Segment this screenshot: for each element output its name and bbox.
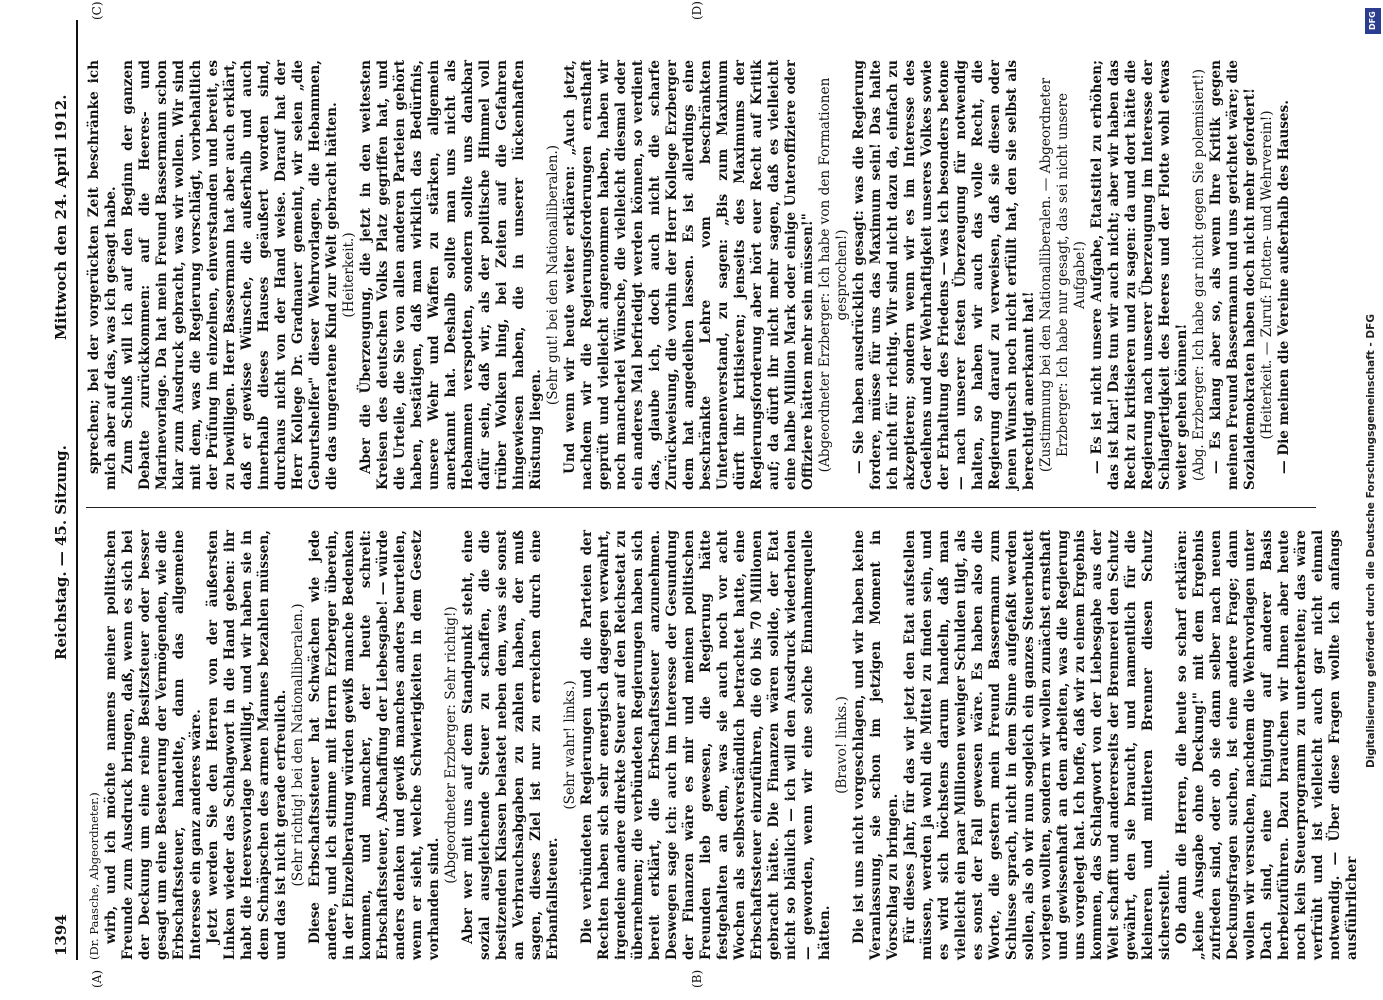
interjection: (Abgeordneter Erzberger: Ich habe von den Formationen gesprochen!) xyxy=(817,77,850,473)
interjection: (Abg. Erzberger: Ich habe gar nicht gegen Sie polemisiert!) xyxy=(1191,68,1207,482)
running-head xyxy=(50,20,78,960)
page-number: 1394 xyxy=(52,914,70,956)
interjection: (Abgeordneter Erzberger: Sehr richtig!) xyxy=(443,606,459,884)
paragraph: Für dieses Jahr, für das wir jetzt den Etat aufstellen müssen, werden ja wohl die Mittel zu finden sein, und es wird sich höchstens darum handeln, daß man vielleicht ein paar Millionen weniger Schulden tilgt, als es sonst der Fall gewesen wäre. Es haben also die Worte, die gestern mein Freund Bassermann zum Schlusse sprach, nicht in dem Sinne aufgefaßt werden sollen, als ob wir nun sogleich ein ganzes Steuerbukett vorlegen wollten, sondern wir wollen zunächst ernsthaft und gewissenhaft an dem arbeiten, was die Regierung uns vorgelegt hat. Ich hoffe, daß wir zu einem Ergebnis kommen, das Schlagwort von der Liebesgabe aus der Welt schafft und andererseits der Brennerei den Schutz gewährt, den sie braucht, und namentlich für die kleineren und mittleren Brenner diesen Schutz sicherstellt. xyxy=(902,530,1173,960)
paragraph: wirb, und ich möchte namens meiner politischen Freunde zum Ausdruck bringen, daß, wenn es sich bei der Deckung um eine reine Besitzsteuer oder besser gesagt um eine Besteuerung der Vermögenden, wie die Erbschaftssteuer, handelte, dann das allgemeine Interesse ein ganz anderes wäre. xyxy=(103,530,204,960)
paragraph: Ob dann die Herren, die heute so scharf erklären: „keine Ausgabe ohne Deckung!" mit dem Ergebnis zufrieden sind, oder ob sie dann selber nach neuen Deckungsfragen suchen, ist eine andere Frage; dann wollen wir versuchen, nachdem die Wehrvorlagen unter Dach sind, eine Einigung auf anderer Basis herbeizuführen. Dazu brauchen wir Ihnen aber heute noch kein Steuerprogramm zu unterbreiten; das wäre verfrüht und ist vielleicht auch gar nicht einmal notwendig. — Über diese Fragen wollte ich anfangs ausführlicher xyxy=(1174,530,1360,960)
rotated-page xyxy=(50,1,1360,988)
paragraph: Zum Schluß will ich auf den Beginn der ganzen Debatte zurückkommen: auf die Heeres- und Marinevorlage. Da hat mein Freund Bassermann schon klar zum Ausdruck gebracht, was wir wollen. Wir sind mit dem, was die Regierung vorschlägt, vorbehaltlich der Prüfung im einzelnen, einverstanden und bereit, es zu bewilligen. Herr Bassermann hat aber auch erklärt, daß er gewisse Wünsche, die außerhalb und auch innerhalb dieses Hauses geäußert worden sind, durchaus nicht von der Hand weise. Darauf hat der Herr Kollege Dr. Gradnauer gemeint, wir seien „die Geburtshelfer" dieser Wehrvorlagen, die Hebammen, die das ungeratene Kind zur Welt gebracht hätten. xyxy=(120,60,340,490)
paragraph: Diese Erbschaftssteuer hat Schwächen wie jede andere, und ich stimme mit Herrn Erzberger überein, in der Einzelberatung würden gewiß manche Bedenken kommen, und mancher, der heute schreit: Erbschaftssteuer, Abschaffung der Liebesgabe! — würde anders denken und gewiß manches anders beurteilen, wenn er sieht, welche Schwierigkeiten in dem Gesetz vorhanden sind. xyxy=(307,530,442,960)
paragraph: Die verbündeten Regierungen und die Parteien der Rechten haben sich sehr energisch dagegen verwahrt, irgendeine andere direkte Steuer auf den Reichsetat zu übernehmen; die verbündeten Regierungen haben sich bereit erklärt, die Erbschaftssteuer anzunehmen. Deswegen sage ich: auch im Interesse der Gesundung der Finanzen wäre es mir und meinen politischen Freunden lieb gewesen, die Regierung hätte festgehalten an dem, was sie auch noch vor acht Wochen als selbstverständlich betrachtet hatte, eine Erbschaftssteuer einzuführen, die 60 bis 70 Millionen gebracht hätte. Die Finanzen wären solide, der Etat nicht so bläulich — ich will den Ausdruck wiederholen — geworden, wenn wir eine solche Einnahmequelle hätten. xyxy=(579,530,833,960)
interjection: (Heiterkeit. — Zuruf: Flotten- und Wehrverein!) xyxy=(1259,110,1275,440)
paragraph: sprechen; bei der vorgerückten Zeit beschränke ich mich aber auf das, was ich gesagt habe. xyxy=(86,60,119,490)
interjection: (Sehr richtig! bei den Nationalliberalen.) xyxy=(290,603,306,887)
paragraph: — Sie haben ausdrücklich gesagt: was die Regierung fordere, müsse für uns das Maximum sein! Das halte ich nicht für richtig. Wir sind nicht dazu da, einfach zu akzeptieren; sondern wenn wir es im Interesse des Gedeihens und der Wehrhaftigkeit unseres Volkes sowie der Erhaltung des Friedens — was ich besonders betone — nach unserer festen Überzeugung für notwendig halten, so haben wir auch das volle Recht, die Regierung darauf zu verweisen, daß sie diesen oder jenen Wunsch noch nicht erfüllt hat, den sie selbst als berechtigt anerkannt hat! xyxy=(851,60,1037,490)
paragraph: Und wenn wir heute weiter erklären: „Auch jetzt, nachdem wir die Regierungsforderungen ernsthaft geprüft und vielleicht angenommen haben, haben wir noch mancherlei Wünsche, die vielleicht diesmal oder ein anderes Mal befriedigt werden können, so verdient das, glaube ich, doch auch nicht die scharfe Zurückweisung, die vorhin der Herr Kollege Erzberger dem hat angedeihen lassen. Es ist allerdings eine beschränkte Lehre vom beschränkten Untertanenverstand, zu sagen: „Bis zum Maximum dürft ihr kritisieren; jenseits des Maximums der Regierungsforderung aber hört euer Recht auf Kritik auf; da dürft ihr nicht mehr sagen, daß es vielleicht eine halbe Million Mark oder einige Unteroffiziere oder Offiziere hätten mehr sein müssen!" xyxy=(562,60,816,490)
margin-mark-a: (A) xyxy=(90,969,104,988)
margin-mark-b: (B) xyxy=(690,969,704,988)
paragraph: — Es klang aber so, als wenn Ihre Kritik gegen meinen Freund Bassermann und uns gerichtet wäre; die Sozialdemokraten haben doch nicht mehr gefordert! xyxy=(1208,60,1258,490)
column-divider xyxy=(86,507,1316,508)
margin-mark-c: (C) xyxy=(90,1,104,20)
margin-mark-d: (D) xyxy=(690,1,704,20)
left-column xyxy=(86,530,1360,960)
running-title: Reichstag. — 45. Sitzung. xyxy=(52,445,70,660)
session-date: Mittwoch den 24. April 1912. xyxy=(52,94,70,340)
speaker-note: (Dr. Paasche, Abgeordneter.) xyxy=(87,792,101,960)
paragraph: — Die meinen die Vereine außerhalb des Hauses. xyxy=(1276,100,1292,474)
paragraph: Aber wer mit uns auf dem Standpunkt steht, eine sozial ausgleichende Steuer zu schaffen, die die besitzenden Klassen belastet neben dem, was sie sonst an Verbrauchsabgaben zu zahlen haben, der muß sagen, dieses Ziel ist nur zu erreichen durch eine Erbanfallsteuer. xyxy=(460,530,561,960)
interjection: (Sehr wahr! links.) xyxy=(562,680,578,810)
paragraph: Aber die Überzeugung, die jetzt in den weitesten Kreisen des deutschen Volks Platz gegriffen hat, und die Urteile, die Sie von allen anderen Parteien gehört haben, bestätigen, daß man wirklich das Bedürfnis, unsere Wehr und Waffen zu stärken, allgemein anerkannt hat. Deshalb sollte man uns nicht als Hebammen verspotten, sondern sollte uns dankbar dafür sein, daß wir, als der politische Himmel voll trüber Wolken hing, bei Zeiten auf die Gefahren hingewiesen haben, die in unserer lückenhaften Rüstung liegen. xyxy=(358,60,544,490)
right-column xyxy=(86,60,1326,490)
paragraph: — Es ist nicht unsere Aufgabe, Etatstitel zu erhöhen; das ist klar! Das tun wir auch nicht; aber wir haben das Recht zu kritisieren und zu sagen: da und dort hätte die Regierung nach unserer Überzeugung im Interesse der Schlagfertigkeit des Heeres und der Flotte wohl etwas weiter gehen können! xyxy=(1089,60,1190,490)
digitization-credit xyxy=(1365,8,1379,768)
dfg-logo-icon: DFG xyxy=(1365,8,1381,34)
digitization-credit-text: Digitalisierung gefördert durch die Deutsche Forschungsgemeinschaft - DFG xyxy=(1365,314,1377,768)
interjection: (Heiterkeit.) xyxy=(341,232,357,318)
interjection: (Sehr gut! bei den Nationalliberalen.) xyxy=(545,144,561,406)
paragraph: Jetzt werden Sie den Herren von der äußersten Linken wieder das Schlagwort in die Hand geben: ihr habt die Heeresvorlage bewilligt, und wir haben sie in dem Schnäpschen des armen Mannes bezahlen müssen, und das ist nicht gerade erfreulich. xyxy=(205,530,289,960)
paragraph: Die ist uns nicht vorgeschlagen, und wir haben keine Veranlassung, sie schon im jetzigen Moment in Vorschlag zu bringen. xyxy=(851,530,901,960)
interjection: (Bravo! links.) xyxy=(834,696,850,794)
interjection: (Zustimmung bei den Nationalliberalen. — Abgeordneter Erzberger: Ich habe nur gesagt, das sei nicht unsere Aufgabe!) xyxy=(1038,77,1088,473)
